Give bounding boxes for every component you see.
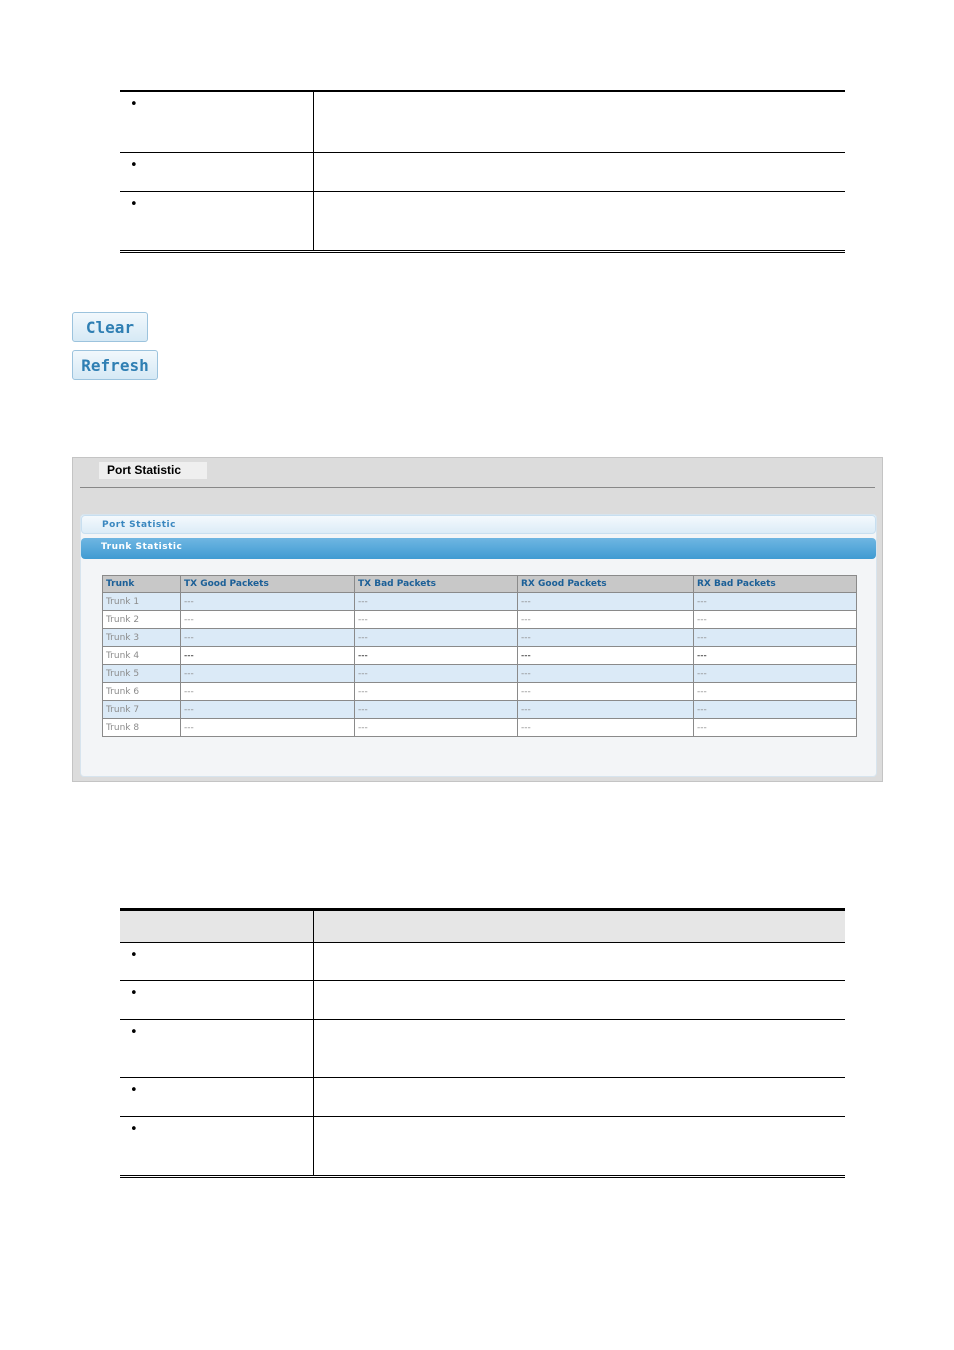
object-description-table-bottom: [120, 908, 845, 1178]
clear-button[interactable]: Clear: [72, 312, 148, 342]
cell-value: ---: [518, 647, 694, 665]
cell-value: ---: [694, 647, 857, 665]
cell-value: ---: [181, 611, 355, 629]
cell-value: ---: [518, 629, 694, 647]
object-description-table-top: [120, 90, 845, 253]
statistic-container: [80, 514, 877, 777]
cell-value: ---: [518, 665, 694, 683]
trunk-statistic-table: [102, 575, 857, 737]
cell-trunk: Trunk 4: [103, 647, 181, 665]
divider: [80, 487, 875, 488]
cell-value: ---: [694, 611, 857, 629]
bullet: •: [130, 1122, 138, 1137]
cell-value: ---: [518, 593, 694, 611]
cell-value: ---: [518, 611, 694, 629]
table-row: [103, 719, 857, 737]
cell-value: ---: [181, 665, 355, 683]
table-row: [103, 593, 857, 611]
cell-value: ---: [694, 665, 857, 683]
cell-trunk: Trunk 6: [103, 683, 181, 701]
cell-value: ---: [181, 719, 355, 737]
table-row: [103, 647, 857, 665]
cell-value: ---: [355, 593, 518, 611]
cell-value: ---: [355, 701, 518, 719]
cell-trunk: Trunk 5: [103, 665, 181, 683]
col-trunk: Trunk: [103, 576, 181, 593]
cell-value: ---: [181, 701, 355, 719]
cell-value: ---: [355, 665, 518, 683]
cell-value: ---: [181, 683, 355, 701]
cell-value: ---: [181, 593, 355, 611]
cell-value: ---: [694, 701, 857, 719]
table-row: [103, 683, 857, 701]
table-header-row: [103, 576, 857, 593]
accordion-trunk-statistic[interactable]: Trunk Statistic: [81, 538, 876, 559]
cell-value: ---: [355, 719, 518, 737]
bullet: •: [130, 196, 138, 212]
bullet: •: [130, 97, 138, 112]
table-row: [103, 665, 857, 683]
cell-value: ---: [518, 701, 694, 719]
cell-value: ---: [518, 719, 694, 737]
bullet: •: [130, 948, 138, 963]
cell-value: ---: [694, 683, 857, 701]
accordion-port-statistic[interactable]: Port Statistic: [81, 515, 876, 534]
cell-value: ---: [518, 683, 694, 701]
cell-trunk: Trunk 1: [103, 593, 181, 611]
cell-trunk: Trunk 2: [103, 611, 181, 629]
col-rx-good-packets: RX Good Packets: [518, 576, 694, 593]
table-row: [103, 701, 857, 719]
cell-value: ---: [355, 611, 518, 629]
bullet: •: [130, 1025, 138, 1040]
table-row: [103, 629, 857, 647]
bullet: •: [130, 986, 138, 1001]
cell-trunk: Trunk 8: [103, 719, 181, 737]
col-tx-bad-packets: TX Bad Packets: [355, 576, 518, 593]
cell-value: ---: [694, 593, 857, 611]
cell-value: ---: [355, 647, 518, 665]
col-rx-bad-packets: RX Bad Packets: [694, 576, 857, 593]
cell-trunk: Trunk 7: [103, 701, 181, 719]
port-statistic-panel: [72, 457, 883, 782]
table-row: [103, 611, 857, 629]
cell-value: ---: [355, 683, 518, 701]
cell-value: ---: [181, 629, 355, 647]
cell-trunk: Trunk 3: [103, 629, 181, 647]
cell-value: ---: [694, 629, 857, 647]
col-tx-good-packets: TX Good Packets: [181, 576, 355, 593]
refresh-button[interactable]: Refresh: [72, 350, 158, 380]
cell-value: ---: [181, 647, 355, 665]
cell-value: ---: [355, 629, 518, 647]
bullet: •: [130, 1083, 138, 1098]
cell-value: ---: [694, 719, 857, 737]
panel-title: Port Statistic: [99, 462, 207, 479]
bullet: •: [130, 157, 138, 173]
